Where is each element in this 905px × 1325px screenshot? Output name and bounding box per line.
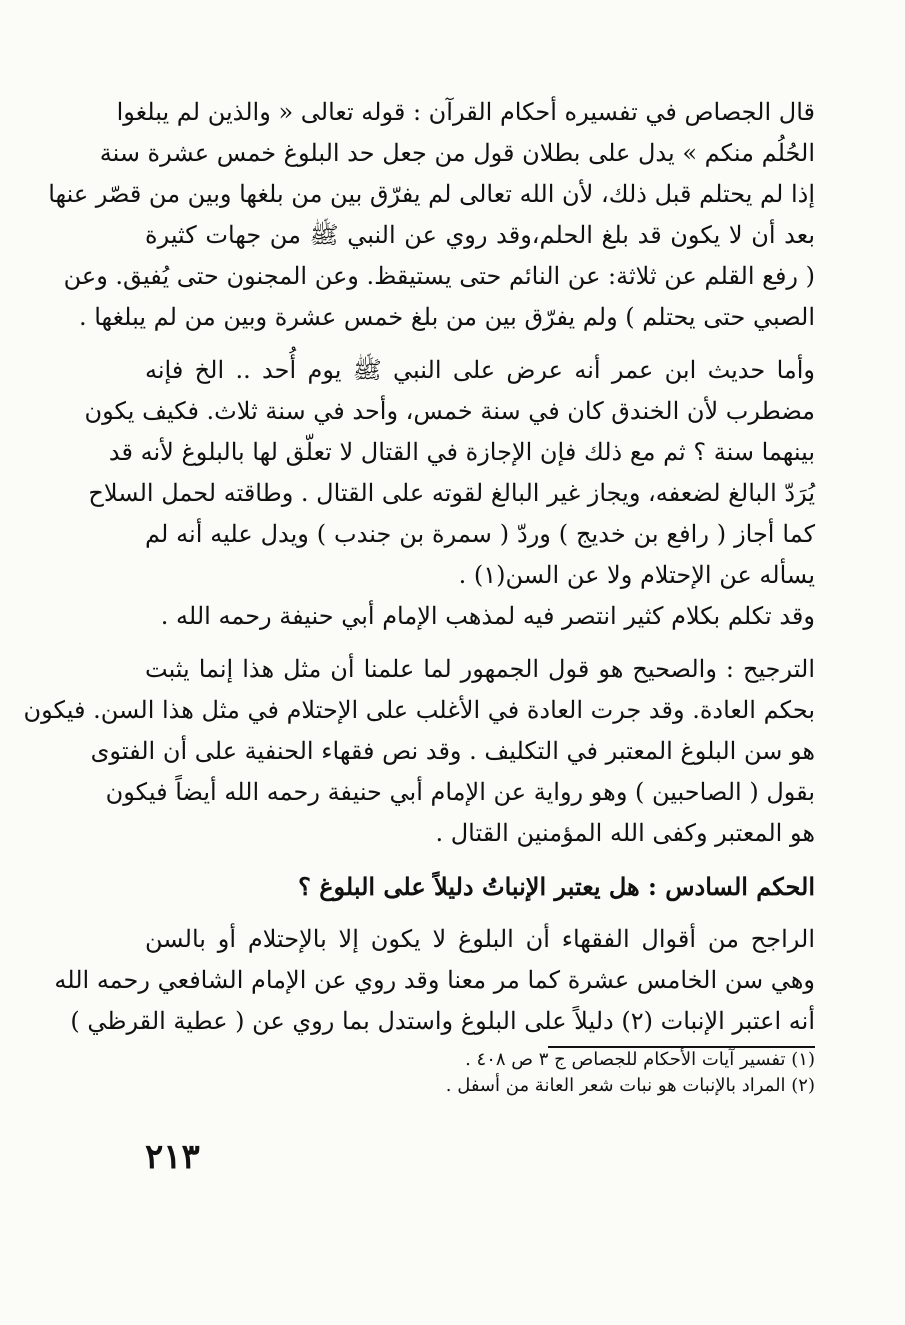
text-line: هو المعتبر وكفى الله المؤمنين القتال . xyxy=(435,819,815,847)
footnotes xyxy=(145,1047,815,1099)
paragraph-inbat xyxy=(54,919,816,1042)
text-line: إذا لم يحتلم قبل ذلك، لأن الله تعالى لم يفرّق بين من بلغها وبين من قصّر عنها xyxy=(48,180,815,208)
text-line: الصبي حتى يحتلم ) ولم يفرّق بين من بلغ خمس عشرة وبين من لم يبلغها . xyxy=(78,303,815,331)
text-line: قال الجصاص في تفسيره أحكام القرآن : قوله تعالى « والذين لم يبلغوا xyxy=(116,98,815,126)
text-line: كما أجاز ( رافع بن خديج ) وردّ ( سمرة بن جندب ) ويدل عليه أنه لم xyxy=(145,520,815,548)
paragraph-gap xyxy=(145,338,815,350)
footnote-2: (٢) المراد بالإنبات هو نبات شعر العانة من أسفل . xyxy=(445,1075,815,1096)
text-line: وهي سن الخامس عشرة كما مر معنا وقد روي عن الإمام الشافعي رحمه الله xyxy=(54,966,815,994)
heading-line: الحكم السادس : هل يعتبر الإنباتُ دليلاً على البلوغ ؟ xyxy=(298,872,815,901)
section-heading xyxy=(145,866,815,907)
text-line: الراجح من أقوال الفقهاء أن البلوغ لا يكون إلا بالإحتلام أو بالسن xyxy=(145,925,816,953)
text-line: يسأله عن الإحتلام ولا عن السن(١) . xyxy=(458,561,815,589)
paragraph-tarjih xyxy=(23,649,815,854)
paragraph-gap xyxy=(145,637,815,649)
paragraph-gap xyxy=(145,907,815,919)
footnote-1: (١) تفسير آيات الأحكام للجصاص ج ٣ ص ٤٠٨ . xyxy=(465,1049,815,1070)
text-line: الترجيح : والصحيح هو قول الجمهور لما علمنا أن مثل هذا إنما يثبت xyxy=(145,655,815,683)
paragraph-gap xyxy=(145,854,815,866)
text-line: مضطرب لأن الخندق كان في سنة خمس، وأحد في سنة ثلاث. فكيف يكون xyxy=(84,397,815,425)
text-line: هو سن البلوغ المعتبر في التكليف . وقد نص فقهاء الحنفية على أن الفتوى xyxy=(90,737,815,765)
text-line: ( رفع القلم عن ثلاثة: عن النائم حتى يستيقظ. وعن المجنون حتى يُفيق. وعن xyxy=(63,262,815,290)
paragraph-jassas xyxy=(48,92,815,338)
text-line: بقول ( الصاحبين ) وهو رواية عن الإمام أبي حنيفة رحمه الله أيضاً فيكون xyxy=(105,778,815,806)
page-body xyxy=(23,92,816,1172)
text-line: الحُلُم منكم » يدل على بطلان قول من جعل حد البلوغ خمس عشرة سنة xyxy=(99,139,815,167)
text-line: وقد تكلم بكلام كثير انتصر فيه لمذهب الإمام أبي حنيفة رحمه الله . xyxy=(160,602,815,630)
paragraph-ibn-umar xyxy=(84,350,815,637)
text-line: بينهما سنة ؟ ثم مع ذلك فإن الإجازة في القتال لا تعلّق لها بالبلوغ لأنه قد xyxy=(108,438,815,466)
text-line: بحكم العادة. وقد جرت العادة في الأغلب على الإحتلام في مثل هذا السن. فيكون xyxy=(23,696,815,724)
text-line: وأما حديث ابن عمر أنه عرض على النبي ﷺ يوم أُحد .. الخ فإنه xyxy=(145,356,815,384)
text-line: بعد أن لا يكون قد بلغ الحلم،وقد روي عن النبي ﷺ من جهات كثيرة xyxy=(145,221,815,249)
text-line: أنه اعتبر الإنبات (٢) دليلاً على البلوغ واستدل بما روي عن ( عطية القرظي ) xyxy=(70,1007,815,1035)
page-number: ٢١٣ xyxy=(145,1137,200,1177)
text-line: يُرَدّ البالغ لضعفه، ويجاز غير البالغ لقوته على القتال . وطاقته لحمل السلاح xyxy=(88,479,815,507)
